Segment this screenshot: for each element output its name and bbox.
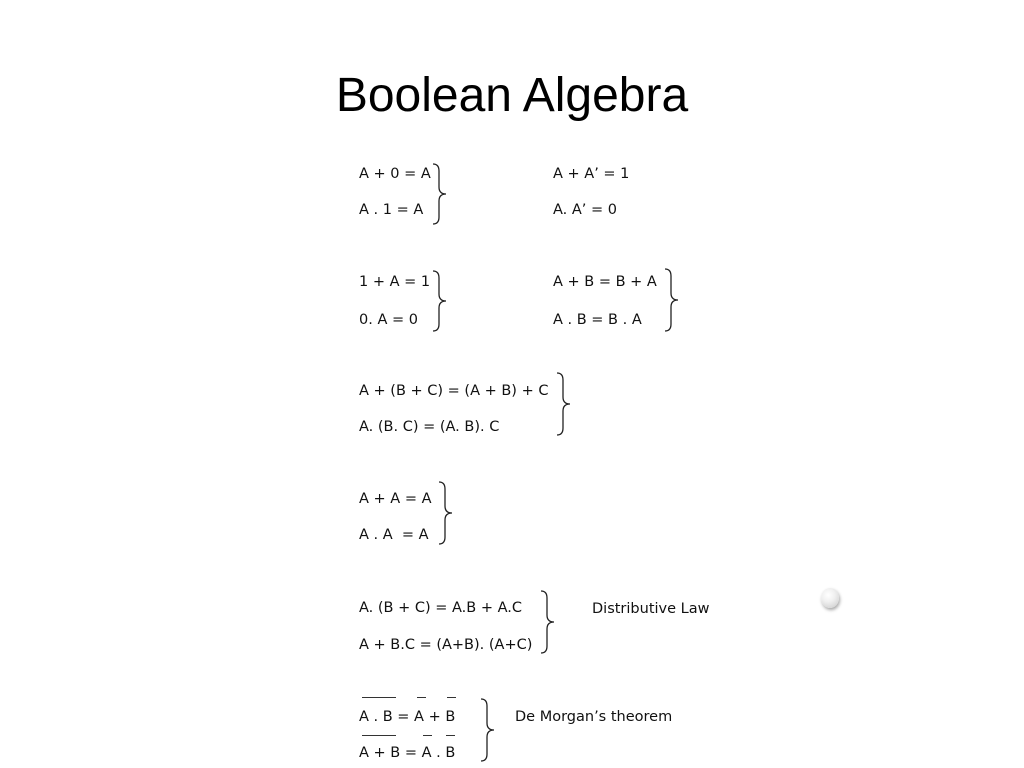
equation-null-or: 1 + A = 1 xyxy=(359,274,431,290)
equation-complement-or: A + A’ = 1 xyxy=(553,166,630,182)
associative-brace-icon xyxy=(555,372,575,436)
idempotent-brace-icon xyxy=(437,481,457,545)
null-brace-icon xyxy=(431,270,451,332)
equation-associative-and: A. (B. C) = (A. B). C xyxy=(359,419,500,435)
distributive-law-label: Distributive Law xyxy=(592,601,710,617)
distributive-brace-icon xyxy=(539,590,559,654)
commutative-brace-icon xyxy=(663,268,683,332)
equation-demorgan-2: A + B = A . B xyxy=(359,745,456,761)
equation-commutative-or: A + B = B + A xyxy=(553,274,657,290)
equation-distributive-or: A + B.C = (A+B). (A+C) xyxy=(359,637,533,653)
identity-brace-icon xyxy=(431,163,451,225)
demorgan-overline-b xyxy=(447,697,456,698)
demorgan-overline-a xyxy=(417,697,426,698)
equation-distributive-and: A. (B + C) = A.B + A.C xyxy=(359,600,522,616)
equation-commutative-and: A . B = B . A xyxy=(553,312,642,328)
demorgan-brace-icon xyxy=(479,698,499,762)
equation-idempotent-and: A . A = A xyxy=(359,527,429,543)
demorgan-theorem-label: De Morgan’s theorem xyxy=(515,709,673,725)
equation-complement-and: A. A’ = 0 xyxy=(553,202,618,218)
equation-identity-and: A . 1 = A xyxy=(359,202,424,218)
demorgan-overline-aplusb xyxy=(362,735,396,736)
equation-null-and: 0. A = 0 xyxy=(359,312,418,328)
demorgan-overline-ab xyxy=(362,697,396,698)
equation-demorgan-1: A . B = A + B xyxy=(359,709,456,725)
equation-associative-or: A + (B + C) = (A + B) + C xyxy=(359,383,549,399)
demorgan-overline-b2 xyxy=(446,735,455,736)
equation-idempotent-or: A + A = A xyxy=(359,491,432,507)
slide-title: Boolean Algebra xyxy=(335,69,689,122)
slide-handle[interactable] xyxy=(821,588,839,608)
equation-identity-or: A + 0 = A xyxy=(359,166,431,182)
demorgan-overline-a2 xyxy=(423,735,432,736)
